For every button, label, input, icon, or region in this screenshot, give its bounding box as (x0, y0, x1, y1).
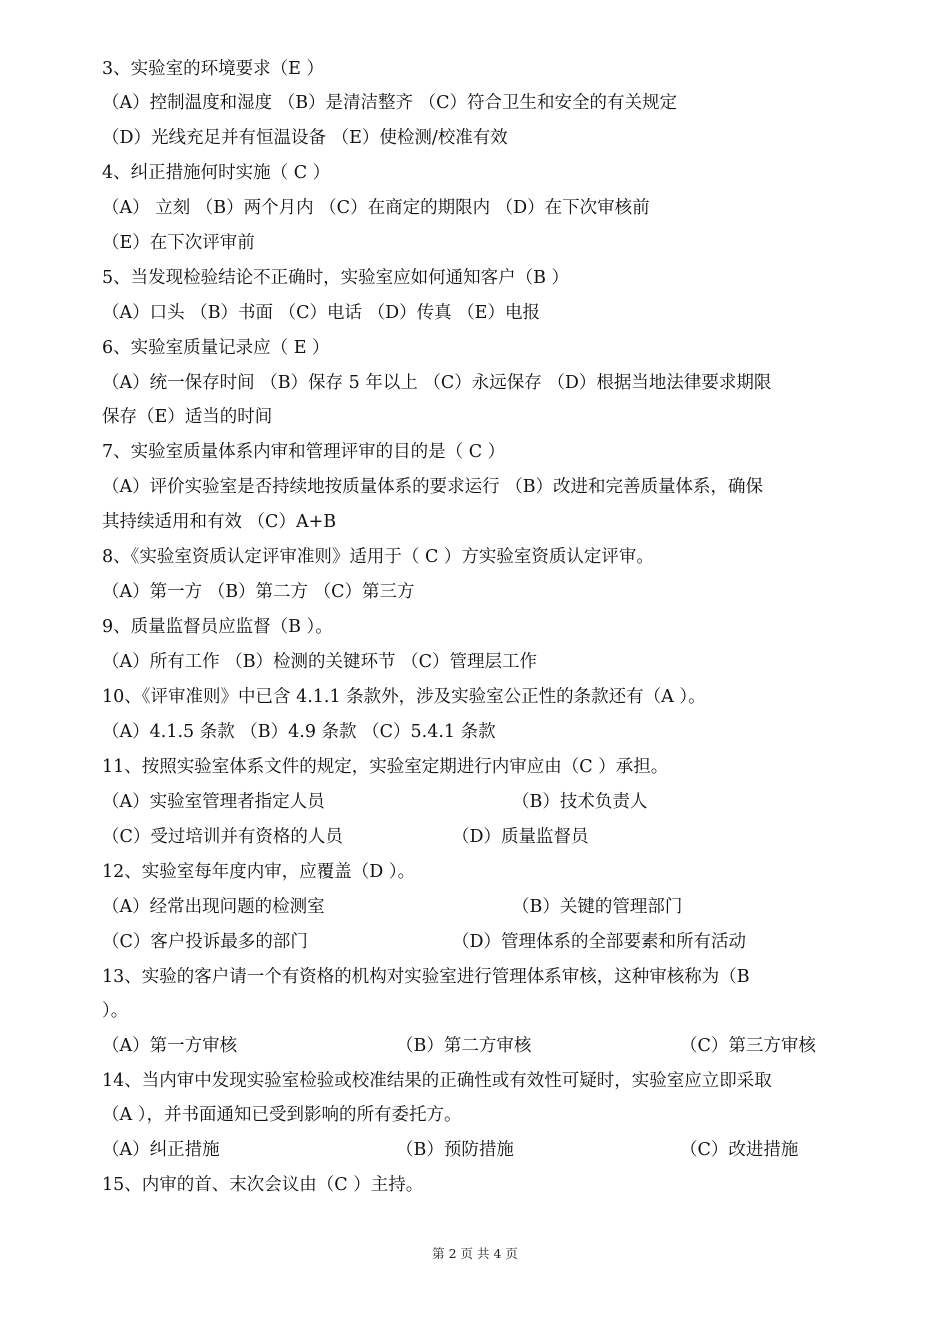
option-item: （C）客户投诉最多的部门 (102, 932, 308, 952)
text-line: （A）统一保存时间 （B）保存 5 年以上 （C）永远保存 （D）根据当地法律要求期限 (102, 373, 772, 393)
text-line: （E）在下次评审前 (102, 233, 255, 253)
text-line: 7、实验室质量体系内审和管理评审的目的是（ C ） (102, 442, 506, 462)
text-line: （A）所有工作 （B）检测的关键环节 （C）管理层工作 (102, 652, 538, 672)
text-line: 5、当发现检验结论不正确时，实验室应如何通知客户（B ） (102, 268, 570, 288)
text-line: 10、《评审准则》中已含 4.1.1 条款外，涉及实验室公正性的条款还有（A ）。 (102, 687, 706, 707)
text-line: （A）第一方 （B）第二方 （C）第三方 (102, 582, 415, 602)
text-line: ）。 (102, 1001, 129, 1021)
option-item: （B）预防措施 (396, 1140, 514, 1160)
option-item: （A）实验室管理者指定人员 (102, 792, 325, 812)
text-line: （A）口头 （B）书面 （C）电话 （D）传真 （E）电报 (102, 303, 540, 323)
text-line: 8、《实验室资质认定评审准则》适用于（ C ）方实验室资质认定评审。 (102, 547, 654, 567)
text-line: （A）控制温度和湿度 （B）是清洁整齐 （C）符合卫生和安全的有关规定 (102, 93, 678, 113)
text-line: （A ），并书面通知已受到影响的所有委托方。 (102, 1105, 462, 1125)
text-line: （A）评价实验室是否持续地按质量体系的要求运行 （B）改进和完善质量体系，确保 (102, 477, 764, 497)
option-item: （A）经常出现问题的检测室 (102, 897, 325, 917)
text-line: 保存（E）适当的时间 (102, 407, 273, 427)
option-item: （B）第二方审核 (396, 1036, 532, 1056)
option-item: （A）第一方审核 (102, 1036, 238, 1056)
text-line: 其持续适用和有效 （C）A+B (102, 512, 337, 532)
option-item: （C）受过培训并有资格的人员 (102, 827, 343, 847)
text-line: 13、实验的客户请一个有资格的机构对实验室进行管理体系审核，这种审核称为（B (102, 967, 750, 987)
text-line: 15、内审的首、末次会议由（C ）主持。 (102, 1175, 424, 1195)
text-line: 4、纠正措施何时实施（ C ） (102, 163, 331, 183)
option-item: （C）改进措施 (680, 1140, 799, 1160)
text-line: （A） 立刻 （B）两个月内 （C）在商定的期限内 （D）在下次审核前 (102, 198, 650, 218)
text-line: （A）4.1.5 条款 （B）4.9 条款 （C）5.4.1 条款 (102, 722, 496, 742)
page-footer: 第 2 页 共 4 页 (432, 1246, 518, 1261)
option-item: （B）关键的管理部门 (512, 897, 683, 917)
option-item: （A）纠正措施 (102, 1140, 220, 1160)
option-item: （B）技术负责人 (512, 792, 648, 812)
text-line: 12、实验室每年度内审，应覆盖（D ）。 (102, 862, 416, 882)
option-item: （D）管理体系的全部要素和所有活动 (452, 932, 747, 952)
text-line: 11、按照实验室体系文件的规定，实验室定期进行内审应由（C ）承担。 (102, 757, 669, 777)
text-line: 3、实验室的环境要求（E ） (102, 59, 324, 79)
text-line: 9、质量监督员应监督（B ）。 (102, 617, 333, 637)
option-item: （C）第三方审核 (680, 1036, 816, 1056)
text-line: 6、实验室质量记录应（ E ） (102, 338, 330, 358)
option-item: （D）质量监督员 (452, 827, 589, 847)
text-line: （D）光线充足并有恒温设备 （E）使检测/校准有效 (102, 128, 508, 148)
text-line: 14、当内审中发现实验室检验或校准结果的正确性或有效性可疑时，实验室应立即采取 (102, 1071, 772, 1091)
